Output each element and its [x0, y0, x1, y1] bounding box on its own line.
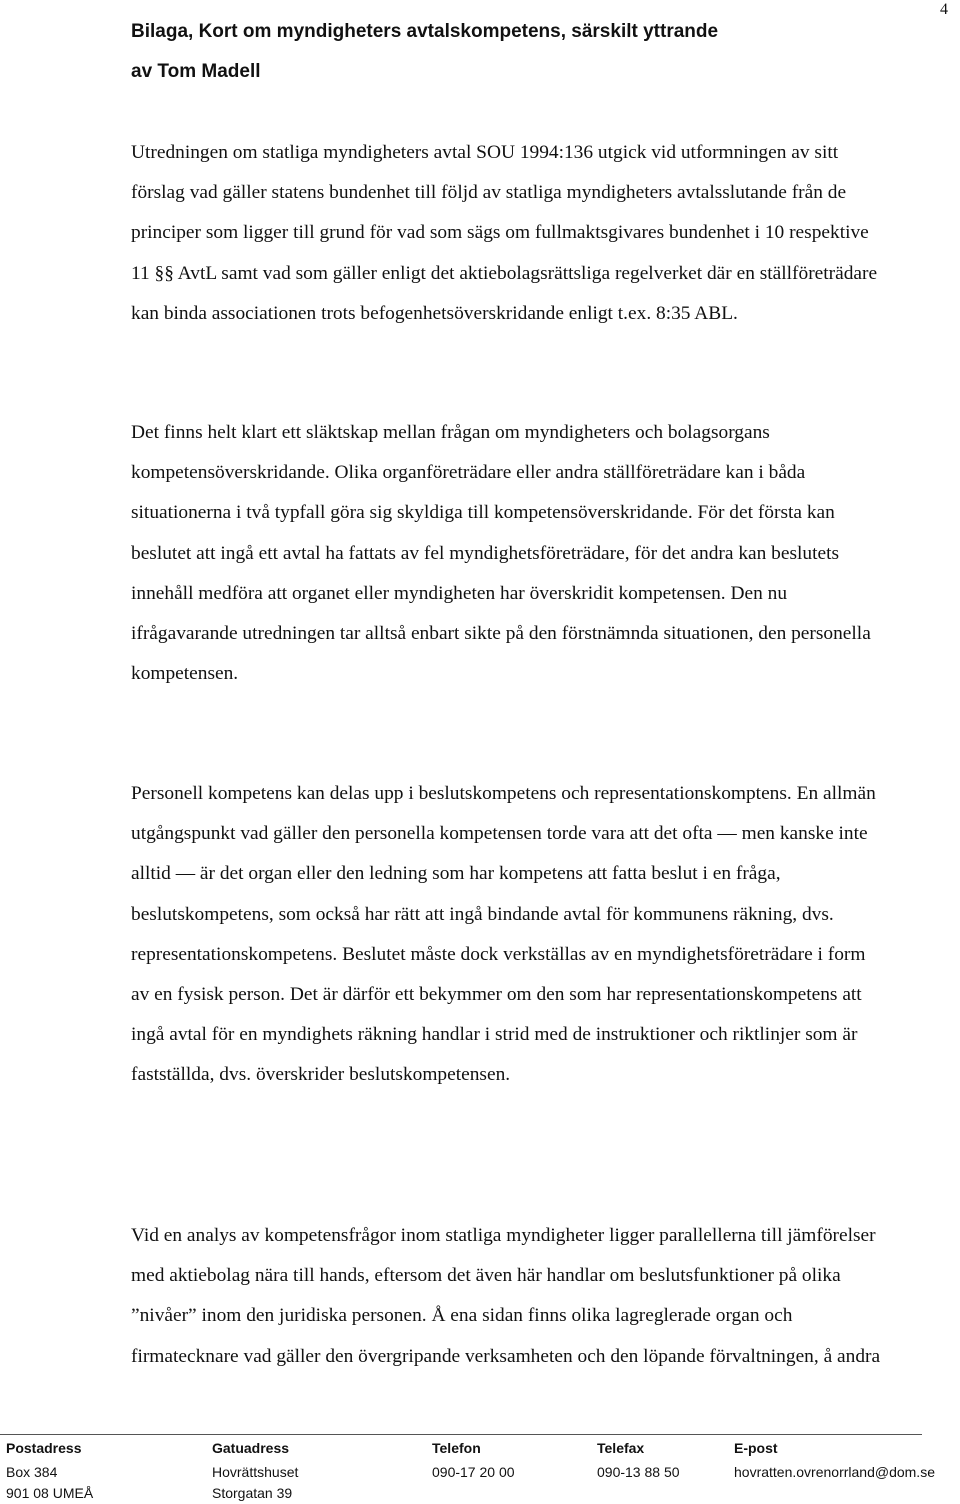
page-number: 4: [940, 1, 948, 18]
heading-line-2: av Tom Madell: [131, 61, 261, 82]
footer-telefon-number: 090-17 20 00: [432, 1464, 515, 1480]
footer-postadress-label: Postadress: [6, 1440, 82, 1456]
footer-epost: [734, 1438, 935, 1483]
footer-telefon: [432, 1438, 515, 1483]
heading-line-1: Bilaga, Kort om myndigheters avtalskompetens, särskilt yttrande: [131, 21, 719, 42]
document-heading: [131, 12, 911, 92]
footer-postadress: [6, 1438, 93, 1504]
footer-telefax-label: Telefax: [597, 1440, 645, 1456]
footer-divider: [0, 1434, 922, 1435]
footer-telefon-label: Telefon: [432, 1440, 481, 1456]
footer-postadress-line1: Box 384: [6, 1464, 58, 1480]
footer-gatuadress-line2: Storgatan 39: [212, 1485, 293, 1501]
footer-epost-label: E-post: [734, 1440, 778, 1456]
paragraph-2: Det finns helt klart ett släktskap mellan frågan om myndigheters och bolagsorgans kompetensöverskridande. Olika organföreträdare eller andra ställföreträdare kan i båda situationerna i två typfall göra sig skyldiga till kompetensöverskridande. För det första kan beslutet att ingå ett avtal ha fattats av fel myndighetsföreträdare, för det andra kan beslutets innehåll medföra att organet eller myndigheten har överskridit kompetensen. Den nu ifrågavarande utredningen tar alltså enbart sikte på den förstnämnda situationen, den personella kompetensen.: [131, 422, 871, 685]
footer-epost-address: hovratten.ovrenorrland@dom.se: [734, 1464, 935, 1480]
footer-telefax-number: 090-13 88 50: [597, 1464, 680, 1480]
footer-telefax: [597, 1438, 680, 1483]
paragraph-3: Personell kompetens kan delas upp i beslutskompetens och representationskomptens. En allmän utgångspunkt vad gäller den personella kompetensen torde vara att det ofta — men kanske inte alltid — är det organ eller den ledning som har kompetens att fatta beslut i en fråga, beslutskompetens, som också har rätt att ingå bindande avtal för kommunens räkning, dvs. representationskompetens. Beslutet måste dock verkställas av en myndighetsföreträdare i form av en fysisk person. Det är därför ett bekymmer om den som har representationskompetens att ingå avtal för en myndighets räkning handlar i strid med de instruktioner och riktlinjer som är fastställda, dvs. överskrider beslutskompetensen.: [131, 783, 876, 1086]
footer-gatuadress: [212, 1438, 298, 1504]
paragraph-1: Utredningen om statliga myndigheters avtal SOU 1994:136 utgick vid utformningen av sitt förslag vad gäller statens bundenhet till följd av statliga myndigheters avtalsslutande från de principer som ligger till grund för vad som sägs om fullmaktsgivares bundenhet i 10 respektive 11 §§ AvtL samt vad som gäller enligt det aktiebolagsrättsliga regelverket där en ställföreträdare kan binda associationen trots befogenhetsöverskridande enligt t.ex. 8:35 ABL.: [131, 142, 878, 324]
paragraph-4: Vid en analys av kompetensfrågor inom statliga myndigheter ligger parallellerna till jämförelser med aktiebolag nära till hands, eftersom det även här handlar om beslutsfunktioner på olika ”nivåer” inom den juridiska personen. Å ena sidan finns olika lagreglerade organ och firmatecknare vad gäller den övergripande verksamheten och den löpande förvaltningen, å andra: [131, 1225, 881, 1367]
footer-gatuadress-label: Gatuadress: [212, 1440, 290, 1456]
footer-postadress-line2: 901 08 UMEÅ: [6, 1485, 94, 1501]
footer-gatuadress-line1: Hovrättshuset: [212, 1464, 299, 1480]
